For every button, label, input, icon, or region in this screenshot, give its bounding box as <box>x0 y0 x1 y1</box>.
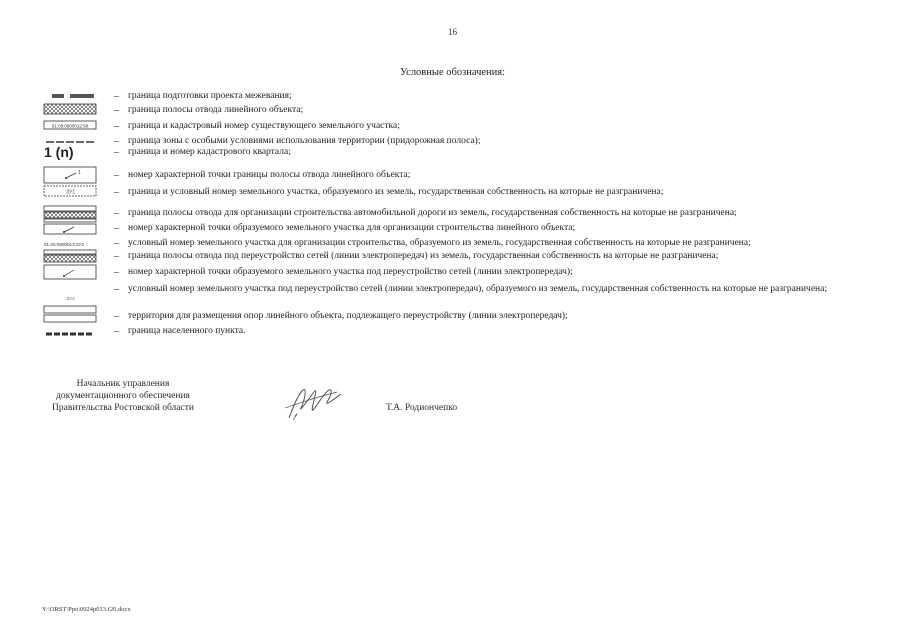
legend-text: условный номер земельного участка под переустройство сетей (линии электропередач), образуемого из земель, государственная собственность на которые не разграничена; <box>128 284 827 294</box>
position-line-3: Правительства Ростовской области <box>52 403 194 413</box>
legend-text: граница и кадастровый номер существующего земельного участка; <box>128 121 400 131</box>
legend-text: граница зоны с особыми условиями использования территории (придорожная полоса); <box>128 136 481 146</box>
power-line-row-symbol <box>42 249 98 263</box>
construction-number: 61:26:0600013:ЗУ2 <box>44 242 85 247</box>
legend-text: граница подготовки проекта межевания; <box>128 91 292 101</box>
legend-text: граница полосы отвода для организации строительства автомобильной дороги из земель, государственная собственность на которые не разграничена; <box>128 208 737 218</box>
position-line-2: документационного обеспечения <box>56 391 190 401</box>
legend-dash: – <box>114 251 119 262</box>
position-line-1: Начальник управления <box>76 379 170 389</box>
legend-dash: – <box>114 208 119 219</box>
legend-text: граница полосы отвода линейного объекта; <box>128 105 304 115</box>
legend-text: граница и номер кадастрового квартала; <box>128 147 291 157</box>
legend-text: территория для размещения опор линейного объекта, подлежащего переустройству (линии электропередач); <box>128 311 568 321</box>
cadastral-parcel-symbol <box>42 119 98 131</box>
legend-text: граница населенного пункта. <box>128 326 246 336</box>
signatory-position <box>42 378 204 414</box>
survey-boundary-symbol <box>42 92 98 100</box>
signatory-name: Т.А. Родиончепко <box>386 403 458 413</box>
legend-dash: – <box>114 105 119 116</box>
handwritten-signature <box>283 378 343 423</box>
parcel-label: :ЗУ1 <box>64 189 76 196</box>
page-number: 16 <box>448 27 457 37</box>
support-placement-symbol <box>42 305 98 323</box>
legend-dash: – <box>114 147 119 158</box>
road-construction-row-symbol <box>42 205 98 223</box>
legend-dash: – <box>114 223 119 234</box>
legend-dash: – <box>114 91 119 102</box>
point-label: 1 <box>78 170 81 176</box>
power-parcel-label: :ЗУ3 <box>65 296 75 301</box>
quarter-label: 1 (n) <box>44 144 74 160</box>
construction-parcel-number-symbol <box>42 240 98 248</box>
legend-dash: – <box>114 136 119 147</box>
legend-title: Условные обозначения: <box>399 67 505 78</box>
unassigned-state-land-parcel-symbol <box>42 184 98 198</box>
legend-text: номер характерной точки образуемого земельного участка под переустройство сетей (линии электропередач); <box>128 267 573 277</box>
legend-dash: – <box>114 326 119 337</box>
cadastral-label: 61:08:0600012:58 <box>51 123 89 129</box>
legend-dash: – <box>114 311 119 322</box>
legend-dash: – <box>114 284 119 295</box>
right-of-way-hatched-symbol <box>42 103 98 115</box>
legend-dash: – <box>114 170 119 181</box>
power-line-parcel-point-symbol <box>42 264 98 280</box>
settlement-boundary-symbol <box>42 331 98 337</box>
legend-dash: – <box>114 267 119 278</box>
legend-text: граница и условный номер земельного участка, образуемого из земель, государственная собственность на которые не разграничена; <box>128 187 664 197</box>
legend-text: граница полосы отвода под переустройство сетей (линии электропередач) из земель, государственная собственность на которые не разграничена; <box>128 251 719 261</box>
legend-text: номер характерной точки образуемого земельного участка для организации строительства линейного объекта; <box>128 223 576 233</box>
legend-dash: – <box>114 187 119 198</box>
legend-text: номер характерной точки границы полосы отвода линейного объекта; <box>128 170 411 180</box>
file-path: Y:\ORST\Ppo\0924p013.f20.docx <box>42 606 131 613</box>
cadastral-quarter-symbol <box>42 145 98 159</box>
legend-text: условный номер земельного участка для организации строительства, образуемого из земель, государственная собственность на которые не разграничена; <box>128 238 751 248</box>
legend-dash: – <box>114 121 119 132</box>
right-of-way-point-symbol <box>42 166 98 184</box>
power-line-parcel-number-symbol <box>42 294 98 302</box>
construction-parcel-point-symbol <box>42 222 98 236</box>
legend-dash: – <box>114 238 119 249</box>
